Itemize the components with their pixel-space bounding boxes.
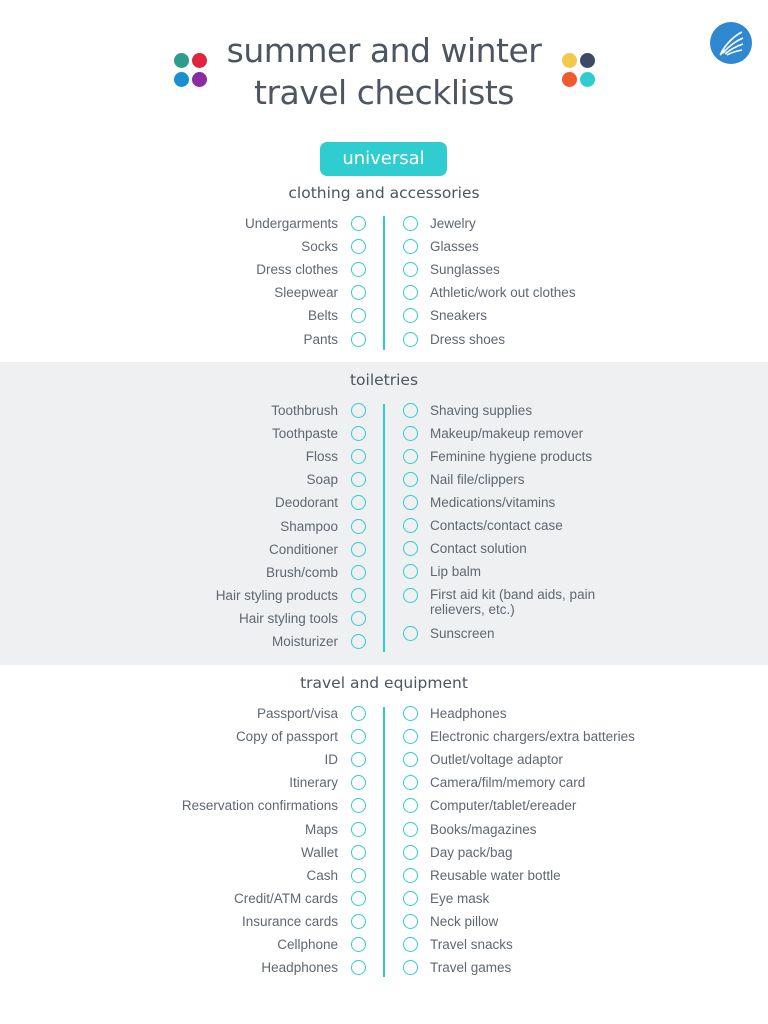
- checkbox-circle[interactable]: [403, 495, 418, 510]
- checkbox-circle[interactable]: [351, 798, 366, 813]
- checklist-item-label: Contacts/contact case: [430, 518, 563, 533]
- checklist-item-label: Jewelry: [430, 216, 476, 231]
- checkbox-circle[interactable]: [351, 588, 366, 603]
- checklist-item-label: Medications/vitamins: [430, 495, 556, 510]
- checklist-item-label: Neck pillow: [430, 913, 499, 929]
- checklist-item-label: Sunglasses: [430, 262, 500, 278]
- checkbox-circle[interactable]: [403, 426, 418, 441]
- checklist-item-label: Reusable water bottle: [430, 867, 561, 883]
- column-divider: [383, 216, 385, 350]
- color-dot: [562, 72, 577, 87]
- checklist-item-label: Belts: [307, 308, 338, 324]
- checklist-item-label: Athletic/work out clothes: [430, 285, 576, 301]
- checkbox-circle[interactable]: [351, 308, 366, 323]
- checkbox-circle[interactable]: [403, 308, 418, 323]
- checklist-item-label: Camera/film/memory card: [430, 775, 586, 791]
- checklist-item-label: Itinerary: [289, 775, 338, 791]
- title-line-2: travel checklists: [254, 73, 514, 112]
- checkbox-circle[interactable]: [351, 752, 366, 767]
- section-title: clothing and accessories: [288, 184, 480, 202]
- page-title: [0, 30, 768, 114]
- checkbox-circle[interactable]: [403, 626, 418, 641]
- checklist-item-label: Travel games: [430, 960, 512, 976]
- checkbox-circle[interactable]: [351, 937, 366, 952]
- checklist-item-label: Dress clothes: [256, 262, 338, 278]
- checklist-item-label: Hair styling tools: [238, 610, 338, 626]
- checklist-item-label: Outlet/voltage adaptor: [430, 752, 563, 768]
- checkbox-circle[interactable]: [351, 262, 366, 277]
- checkbox-circle[interactable]: [403, 822, 418, 837]
- checklist-item-label: Passport/visa: [256, 706, 338, 721]
- color-dot: [562, 53, 577, 68]
- checkbox-circle[interactable]: [351, 239, 366, 254]
- checkbox-circle[interactable]: [403, 752, 418, 767]
- checkbox-circle[interactable]: [351, 960, 366, 975]
- checklist-item-label: Contact solution: [430, 541, 527, 556]
- checkbox-circle[interactable]: [403, 403, 418, 418]
- checkbox-circle[interactable]: [351, 822, 366, 837]
- checkbox-circle[interactable]: [351, 426, 366, 441]
- checkbox-circle[interactable]: [403, 775, 418, 790]
- checklist-item-label: Insurance cards: [241, 913, 338, 929]
- checklist-item-label: Toothpaste: [271, 426, 338, 442]
- checklist-item-label: Deodorant: [274, 495, 338, 511]
- checkbox-circle[interactable]: [351, 519, 366, 534]
- checkbox-circle[interactable]: [403, 937, 418, 952]
- checklist-item-label: Makeup/makeup remover: [430, 426, 584, 441]
- checklist-item-label: Glasses: [430, 239, 479, 255]
- checkbox-circle[interactable]: [403, 960, 418, 975]
- checklist-item-label: Sneakers: [430, 308, 488, 324]
- checkbox-circle[interactable]: [351, 706, 366, 721]
- checklist-item-label: Shampoo: [280, 518, 338, 534]
- title-line-1: summer and winter: [226, 31, 542, 70]
- column-divider: [383, 707, 385, 977]
- checklist-item-label: Undergarments: [244, 216, 338, 231]
- checkbox-circle[interactable]: [403, 588, 418, 603]
- color-dot: [580, 53, 595, 68]
- checkbox-circle[interactable]: [351, 216, 366, 231]
- checklist-item-label: Headphones: [430, 706, 507, 721]
- section-title: travel and equipment: [300, 674, 468, 692]
- checklist-item-label: Sunscreen: [430, 626, 495, 641]
- checklist-item-label: Dress shoes: [430, 331, 506, 347]
- checkbox-circle[interactable]: [403, 262, 418, 277]
- checkbox-circle[interactable]: [351, 845, 366, 860]
- checkbox-circle[interactable]: [351, 729, 366, 744]
- checklist-item-label: Cash: [306, 867, 338, 883]
- checklist-item-label: Toothbrush: [271, 403, 338, 418]
- checkbox-circle[interactable]: [351, 285, 366, 300]
- checkbox-circle[interactable]: [403, 914, 418, 929]
- checklist-item-label: Credit/ATM cards: [233, 890, 338, 906]
- checklist-item-label: Reservation confirmations: [181, 798, 338, 814]
- checklist-item-label: Nail file/clippers: [430, 472, 525, 487]
- checkbox-circle[interactable]: [403, 332, 418, 347]
- checkbox-circle[interactable]: [403, 706, 418, 721]
- checklist-item-label: First aid kit (band aids, pain relievers, etc.): [430, 587, 596, 617]
- checklist-item-label: Travel snacks: [430, 937, 513, 952]
- color-dots-right: [562, 53, 596, 87]
- checklist-item-label: Copy of passport: [235, 729, 338, 745]
- column-divider: [383, 404, 385, 652]
- checkbox-circle[interactable]: [351, 565, 366, 580]
- section-title: toiletries: [349, 371, 419, 389]
- checkbox-circle[interactable]: [351, 403, 366, 418]
- checklist-item-label: Soap: [306, 472, 338, 488]
- checkbox-circle[interactable]: [351, 634, 366, 649]
- checklist-item-label: Eye mask: [430, 890, 490, 906]
- checklist-item-label: Sleepwear: [274, 285, 338, 301]
- checklist-item-label: Electronic chargers/extra batteries: [430, 729, 635, 745]
- checkbox-circle[interactable]: [403, 729, 418, 744]
- checklist-item-label: Headphones: [261, 960, 338, 976]
- checkbox-circle[interactable]: [351, 775, 366, 790]
- checklist-item-label: Wallet: [300, 844, 338, 860]
- checkbox-circle[interactable]: [403, 891, 418, 906]
- checkbox-circle[interactable]: [351, 332, 366, 347]
- checkbox-circle[interactable]: [351, 542, 366, 557]
- feather-wing-icon: [710, 22, 752, 64]
- checklist-item-label: Floss: [305, 449, 338, 465]
- color-dot: [580, 72, 595, 87]
- checklist-item-label: Day pack/bag: [430, 844, 513, 860]
- checkbox-circle[interactable]: [403, 541, 418, 556]
- checkbox-circle[interactable]: [351, 611, 366, 626]
- checkbox-circle[interactable]: [403, 285, 418, 300]
- checkbox-circle[interactable]: [403, 449, 418, 464]
- checklist-item-label: Socks: [301, 239, 338, 255]
- checklist-item-label: Cellphone: [277, 937, 338, 952]
- checkbox-circle[interactable]: [403, 239, 418, 254]
- checkbox-circle[interactable]: [403, 216, 418, 231]
- universal-badge: universal: [320, 142, 447, 176]
- checklist-item-label: Lip balm: [430, 564, 482, 579]
- checklist-item-label: ID: [324, 752, 338, 768]
- checklist-item-label: Computer/tablet/ereader: [430, 798, 577, 814]
- checkbox-circle[interactable]: [351, 914, 366, 929]
- checkbox-circle[interactable]: [403, 798, 418, 813]
- checkbox-circle[interactable]: [403, 518, 418, 533]
- checkbox-circle[interactable]: [403, 564, 418, 579]
- checkbox-circle[interactable]: [351, 868, 366, 883]
- checklist-item-label: Feminine hygiene products: [430, 449, 593, 464]
- checklist-item-label: Pants: [303, 331, 338, 347]
- checklist-item-label: Moisturizer: [271, 634, 338, 649]
- checklist-item-label: Brush/comb: [265, 564, 338, 580]
- checkbox-circle[interactable]: [403, 472, 418, 487]
- checklist-item-label: Hair styling products: [215, 587, 338, 603]
- checklist-item-label: Shaving supplies: [430, 403, 533, 418]
- checklist-item-label: Books/magazines: [430, 821, 537, 837]
- checklist-item-label: Maps: [304, 821, 338, 837]
- checkbox-circle[interactable]: [351, 891, 366, 906]
- checklist-item-label: Conditioner: [268, 541, 338, 557]
- checkbox-circle[interactable]: [403, 868, 418, 883]
- checkbox-circle[interactable]: [403, 845, 418, 860]
